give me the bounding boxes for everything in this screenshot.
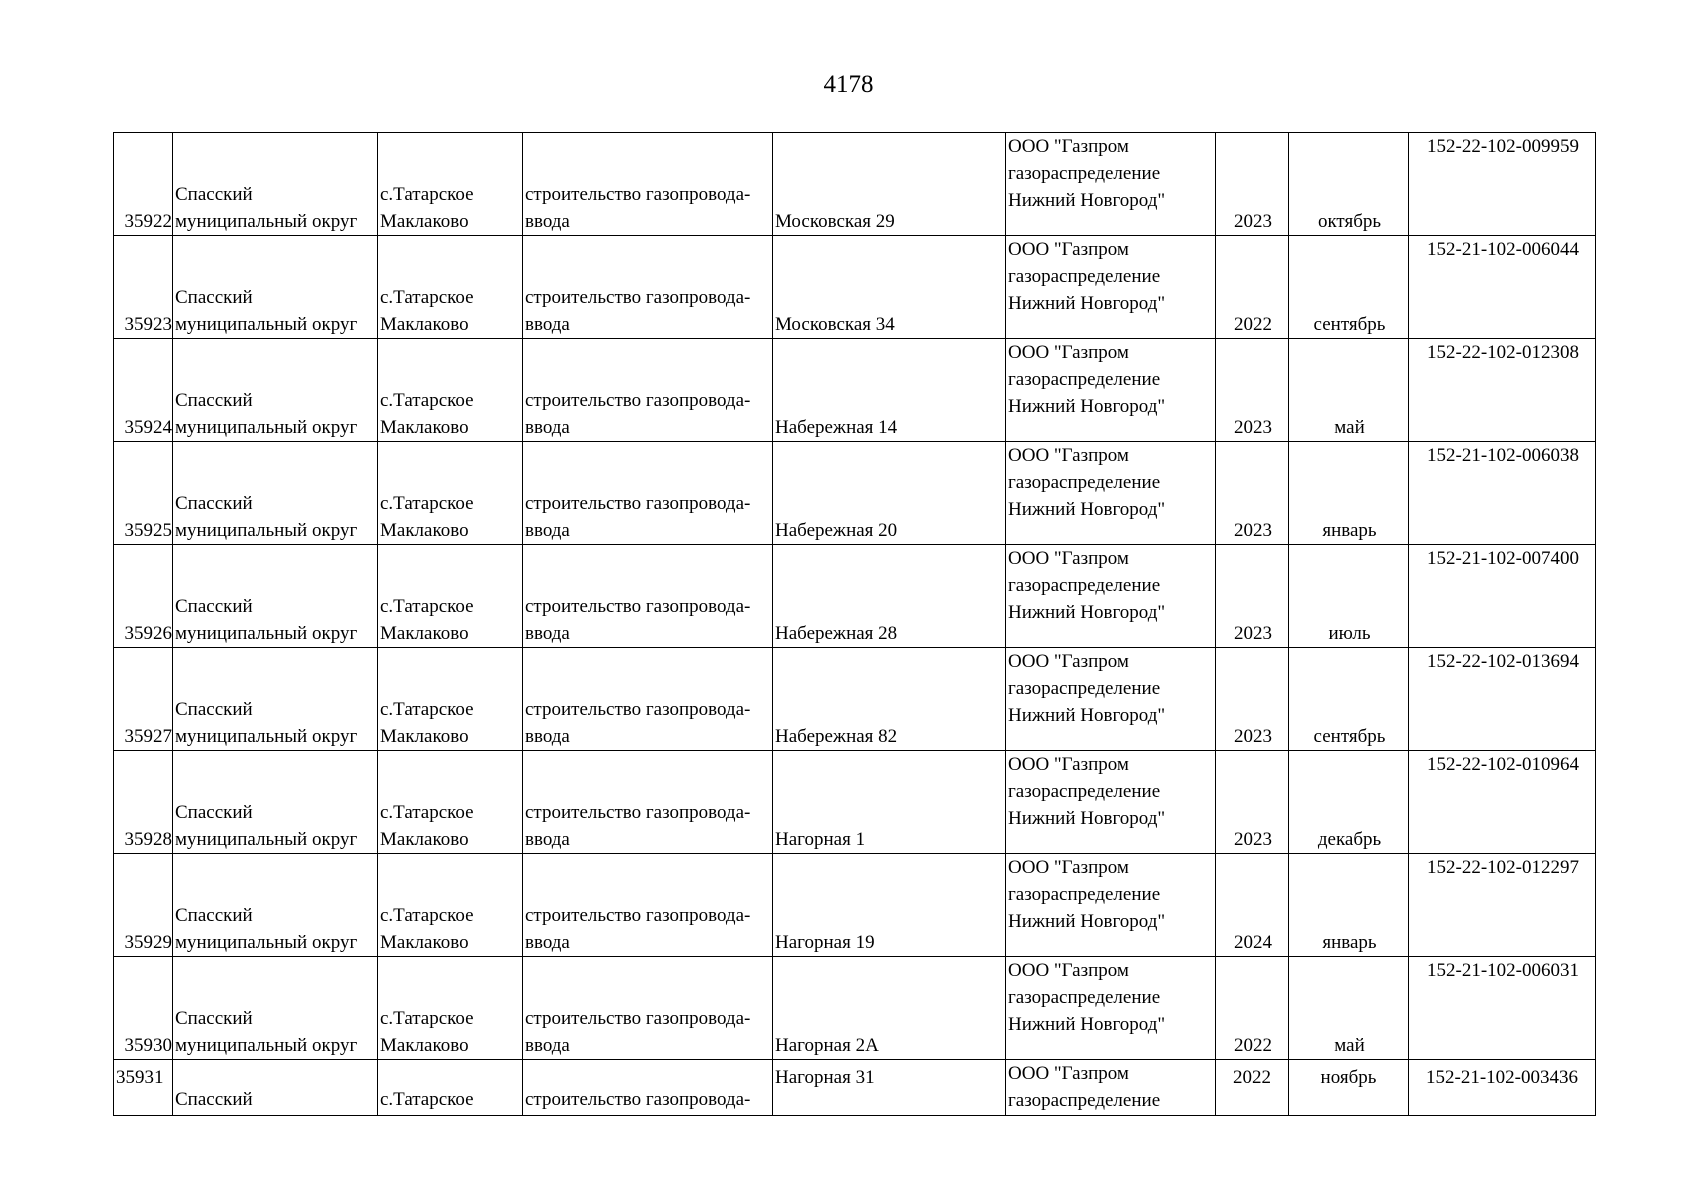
district-cell bbox=[173, 442, 378, 545]
organization-cell bbox=[1006, 545, 1216, 648]
work-type-line: ввода bbox=[525, 1035, 570, 1056]
year-cell: 2023 bbox=[1216, 133, 1289, 236]
organization-cell bbox=[1006, 751, 1216, 854]
district-cell bbox=[173, 236, 378, 339]
code-cell: 152-21-102-006044 bbox=[1409, 236, 1596, 339]
work-type-line: ввода bbox=[525, 726, 570, 747]
village-line: Маклаково bbox=[380, 211, 469, 232]
table-row bbox=[114, 1060, 1596, 1116]
village-line: Маклаково bbox=[380, 314, 469, 335]
village-cell bbox=[378, 236, 523, 339]
work-type-cell bbox=[523, 442, 773, 545]
organization-line: Нижний Новгород" bbox=[1008, 499, 1166, 520]
work-type-cell bbox=[523, 133, 773, 236]
village-line: с.Татарское bbox=[380, 184, 474, 205]
row-number-cell: 35926 bbox=[114, 545, 173, 648]
work-type-line: строительство газопровода- bbox=[525, 1008, 751, 1029]
work-type-line: ввода bbox=[525, 314, 570, 335]
district-line: Спасский bbox=[175, 596, 253, 617]
organization-line: газораспределение bbox=[1008, 163, 1161, 184]
district-line: Спасский bbox=[175, 1008, 253, 1029]
work-type-line: строительство газопровода- bbox=[525, 184, 751, 205]
village-cell bbox=[378, 751, 523, 854]
year-cell: 2023 bbox=[1216, 648, 1289, 751]
table-row bbox=[114, 133, 1596, 236]
year-cell: 2023 bbox=[1216, 545, 1289, 648]
year-cell: 2024 bbox=[1216, 854, 1289, 957]
code-cell: 152-21-102-006038 bbox=[1409, 442, 1596, 545]
work-type-line: строительство газопровода- bbox=[525, 1089, 751, 1110]
village-cell bbox=[378, 339, 523, 442]
district-cell bbox=[173, 957, 378, 1060]
work-type-cell bbox=[523, 854, 773, 957]
month-cell: ноябрь bbox=[1289, 1060, 1409, 1116]
district-cell bbox=[173, 854, 378, 957]
district-line: муниципальный округ bbox=[175, 726, 358, 747]
organization-line: газораспределение bbox=[1008, 266, 1161, 287]
work-type-cell bbox=[523, 545, 773, 648]
row-number-cell: 35923 bbox=[114, 236, 173, 339]
work-type-line: ввода bbox=[525, 829, 570, 850]
organization-line: газораспределение bbox=[1008, 678, 1161, 699]
district-line: муниципальный округ bbox=[175, 1035, 358, 1056]
organization-line: Нижний Новгород" bbox=[1008, 705, 1166, 726]
table-row bbox=[114, 442, 1596, 545]
work-type-cell bbox=[523, 1060, 773, 1116]
village-line: Маклаково bbox=[380, 623, 469, 644]
year-cell: 2022 bbox=[1216, 236, 1289, 339]
year-cell: 2023 bbox=[1216, 339, 1289, 442]
organization-cell bbox=[1006, 236, 1216, 339]
district-line: Спасский bbox=[175, 699, 253, 720]
district-line: муниципальный округ bbox=[175, 314, 358, 335]
organization-line: ООО "Газпром bbox=[1008, 857, 1129, 878]
village-line: Маклаково bbox=[380, 726, 469, 747]
table-row bbox=[114, 751, 1596, 854]
village-line: с.Татарское bbox=[380, 596, 474, 617]
month-cell: январь bbox=[1289, 442, 1409, 545]
code-cell: 152-21-102-007400 bbox=[1409, 545, 1596, 648]
village-line: Маклаково bbox=[380, 417, 469, 438]
code-cell: 152-22-102-012308 bbox=[1409, 339, 1596, 442]
work-type-cell bbox=[523, 751, 773, 854]
code-cell: 152-22-102-012297 bbox=[1409, 854, 1596, 957]
work-type-cell bbox=[523, 339, 773, 442]
village-line: Маклаково bbox=[380, 520, 469, 541]
district-line: муниципальный округ bbox=[175, 623, 358, 644]
address-cell: Набережная 82 bbox=[773, 648, 1006, 751]
village-line: с.Татарское bbox=[380, 1008, 474, 1029]
address-cell: Московская 34 bbox=[773, 236, 1006, 339]
village-cell bbox=[378, 1060, 523, 1116]
row-number-cell: 35929 bbox=[114, 854, 173, 957]
month-cell: сентябрь bbox=[1289, 236, 1409, 339]
organization-line: ООО "Газпром bbox=[1008, 754, 1129, 775]
organization-line: ООО "Газпром bbox=[1008, 445, 1129, 466]
table-row bbox=[114, 957, 1596, 1060]
work-type-cell bbox=[523, 236, 773, 339]
work-type-line: строительство газопровода- bbox=[525, 699, 751, 720]
district-cell bbox=[173, 545, 378, 648]
code-cell: 152-22-102-013694 bbox=[1409, 648, 1596, 751]
year-cell: 2023 bbox=[1216, 442, 1289, 545]
organization-line: Нижний Новгород" bbox=[1008, 396, 1166, 417]
district-line: Спасский bbox=[175, 287, 253, 308]
code-cell: 152-22-102-009959 bbox=[1409, 133, 1596, 236]
row-number-cell: 35922 bbox=[114, 133, 173, 236]
address-cell: Нагорная 2А bbox=[773, 957, 1006, 1060]
village-cell bbox=[378, 133, 523, 236]
year-cell: 2022 bbox=[1216, 1060, 1289, 1116]
village-line: с.Татарское bbox=[380, 390, 474, 411]
table-row bbox=[114, 854, 1596, 957]
address-cell: Набережная 20 bbox=[773, 442, 1006, 545]
work-type-line: строительство газопровода- bbox=[525, 493, 751, 514]
address-cell: Московская 29 bbox=[773, 133, 1006, 236]
village-line: Маклаково bbox=[380, 1035, 469, 1056]
organization-cell bbox=[1006, 442, 1216, 545]
organization-cell bbox=[1006, 854, 1216, 957]
year-cell: 2022 bbox=[1216, 957, 1289, 1060]
district-cell bbox=[173, 339, 378, 442]
organization-line: газораспределение bbox=[1008, 987, 1161, 1008]
month-cell: сентябрь bbox=[1289, 648, 1409, 751]
work-type-line: ввода bbox=[525, 211, 570, 232]
month-cell: май bbox=[1289, 339, 1409, 442]
year-cell: 2023 bbox=[1216, 751, 1289, 854]
month-cell: декабрь bbox=[1289, 751, 1409, 854]
organization-line: ООО "Газпром bbox=[1008, 342, 1129, 363]
organization-line: ООО "Газпром bbox=[1008, 548, 1129, 569]
organization-line: газораспределение bbox=[1008, 472, 1161, 493]
table-row bbox=[114, 236, 1596, 339]
address-cell: Набережная 28 bbox=[773, 545, 1006, 648]
district-line: Спасский bbox=[175, 1089, 253, 1110]
village-cell bbox=[378, 854, 523, 957]
organization-line: газораспределение bbox=[1008, 884, 1161, 905]
organization-line: Нижний Новгород" bbox=[1008, 808, 1166, 829]
organization-line: Нижний Новгород" bbox=[1008, 602, 1166, 623]
work-type-line: ввода bbox=[525, 520, 570, 541]
district-cell bbox=[173, 751, 378, 854]
organization-line: Нижний Новгород" bbox=[1008, 190, 1166, 211]
district-cell bbox=[173, 1060, 378, 1116]
district-line: муниципальный округ bbox=[175, 520, 358, 541]
organization-cell bbox=[1006, 957, 1216, 1060]
district-cell bbox=[173, 133, 378, 236]
village-line: Маклаково bbox=[380, 829, 469, 850]
district-line: Спасский bbox=[175, 390, 253, 411]
village-cell bbox=[378, 545, 523, 648]
address-cell: Нагорная 19 bbox=[773, 854, 1006, 957]
village-line: Маклаково bbox=[380, 932, 469, 953]
district-line: Спасский bbox=[175, 905, 253, 926]
district-line: муниципальный округ bbox=[175, 829, 358, 850]
district-line: Спасский bbox=[175, 802, 253, 823]
district-line: Спасский bbox=[175, 184, 253, 205]
table-row bbox=[114, 339, 1596, 442]
table-row bbox=[114, 545, 1596, 648]
village-cell bbox=[378, 442, 523, 545]
row-number-cell: 35928 bbox=[114, 751, 173, 854]
organization-cell bbox=[1006, 1060, 1216, 1116]
work-type-line: строительство газопровода- bbox=[525, 802, 751, 823]
organization-line: газораспределение bbox=[1008, 781, 1161, 802]
organization-line: ООО "Газпром bbox=[1008, 239, 1129, 260]
district-cell bbox=[173, 648, 378, 751]
row-number-cell: 35925 bbox=[114, 442, 173, 545]
row-number-cell: 35930 bbox=[114, 957, 173, 1060]
code-cell: 152-21-102-003436 bbox=[1409, 1060, 1596, 1116]
work-type-line: строительство газопровода- bbox=[525, 905, 751, 926]
village-line: с.Татарское bbox=[380, 699, 474, 720]
organization-line: ООО "Газпром bbox=[1008, 136, 1129, 157]
organization-line: ООО "Газпром bbox=[1008, 651, 1129, 672]
table-row bbox=[114, 648, 1596, 751]
work-type-line: ввода bbox=[525, 417, 570, 438]
organization-line: ООО "Газпром bbox=[1008, 1063, 1129, 1084]
code-cell: 152-21-102-006031 bbox=[1409, 957, 1596, 1060]
district-line: муниципальный округ bbox=[175, 211, 358, 232]
row-number-cell: 35927 bbox=[114, 648, 173, 751]
organization-cell bbox=[1006, 648, 1216, 751]
work-type-line: строительство газопровода- bbox=[525, 390, 751, 411]
work-type-cell bbox=[523, 648, 773, 751]
organization-line: газораспределение bbox=[1008, 575, 1161, 596]
village-cell bbox=[378, 648, 523, 751]
month-cell: июль bbox=[1289, 545, 1409, 648]
work-type-line: ввода bbox=[525, 623, 570, 644]
organization-line: газораспределение bbox=[1008, 369, 1161, 390]
work-type-line: ввода bbox=[525, 932, 570, 953]
district-line: Спасский bbox=[175, 493, 253, 514]
organization-line: Нижний Новгород" bbox=[1008, 911, 1166, 932]
village-line: с.Татарское bbox=[380, 493, 474, 514]
address-cell: Набережная 14 bbox=[773, 339, 1006, 442]
district-line: муниципальный округ bbox=[175, 932, 358, 953]
village-cell bbox=[378, 957, 523, 1060]
work-type-line: строительство газопровода- bbox=[525, 596, 751, 617]
gasification-table bbox=[113, 132, 1596, 1116]
work-type-cell bbox=[523, 957, 773, 1060]
district-line: муниципальный округ bbox=[175, 417, 358, 438]
address-cell: Нагорная 1 bbox=[773, 751, 1006, 854]
organization-line: Нижний Новгород" bbox=[1008, 1014, 1166, 1035]
address-cell: Нагорная 31 bbox=[773, 1060, 1006, 1116]
village-line: с.Татарское bbox=[380, 802, 474, 823]
village-line: с.Татарское bbox=[380, 1089, 474, 1110]
village-line: с.Татарское bbox=[380, 905, 474, 926]
organization-line: газораспределение bbox=[1008, 1090, 1161, 1111]
page-number: 4178 bbox=[823, 71, 874, 98]
month-cell: май bbox=[1289, 957, 1409, 1060]
code-cell: 152-22-102-010964 bbox=[1409, 751, 1596, 854]
work-type-line: строительство газопровода- bbox=[525, 287, 751, 308]
organization-cell bbox=[1006, 339, 1216, 442]
row-number-cell: 35931 bbox=[114, 1060, 173, 1116]
organization-line: Нижний Новгород" bbox=[1008, 293, 1166, 314]
month-cell: октябрь bbox=[1289, 133, 1409, 236]
organization-line: ООО "Газпром bbox=[1008, 960, 1129, 981]
organization-cell bbox=[1006, 133, 1216, 236]
row-number-cell: 35924 bbox=[114, 339, 173, 442]
village-line: с.Татарское bbox=[380, 287, 474, 308]
month-cell: январь bbox=[1289, 854, 1409, 957]
